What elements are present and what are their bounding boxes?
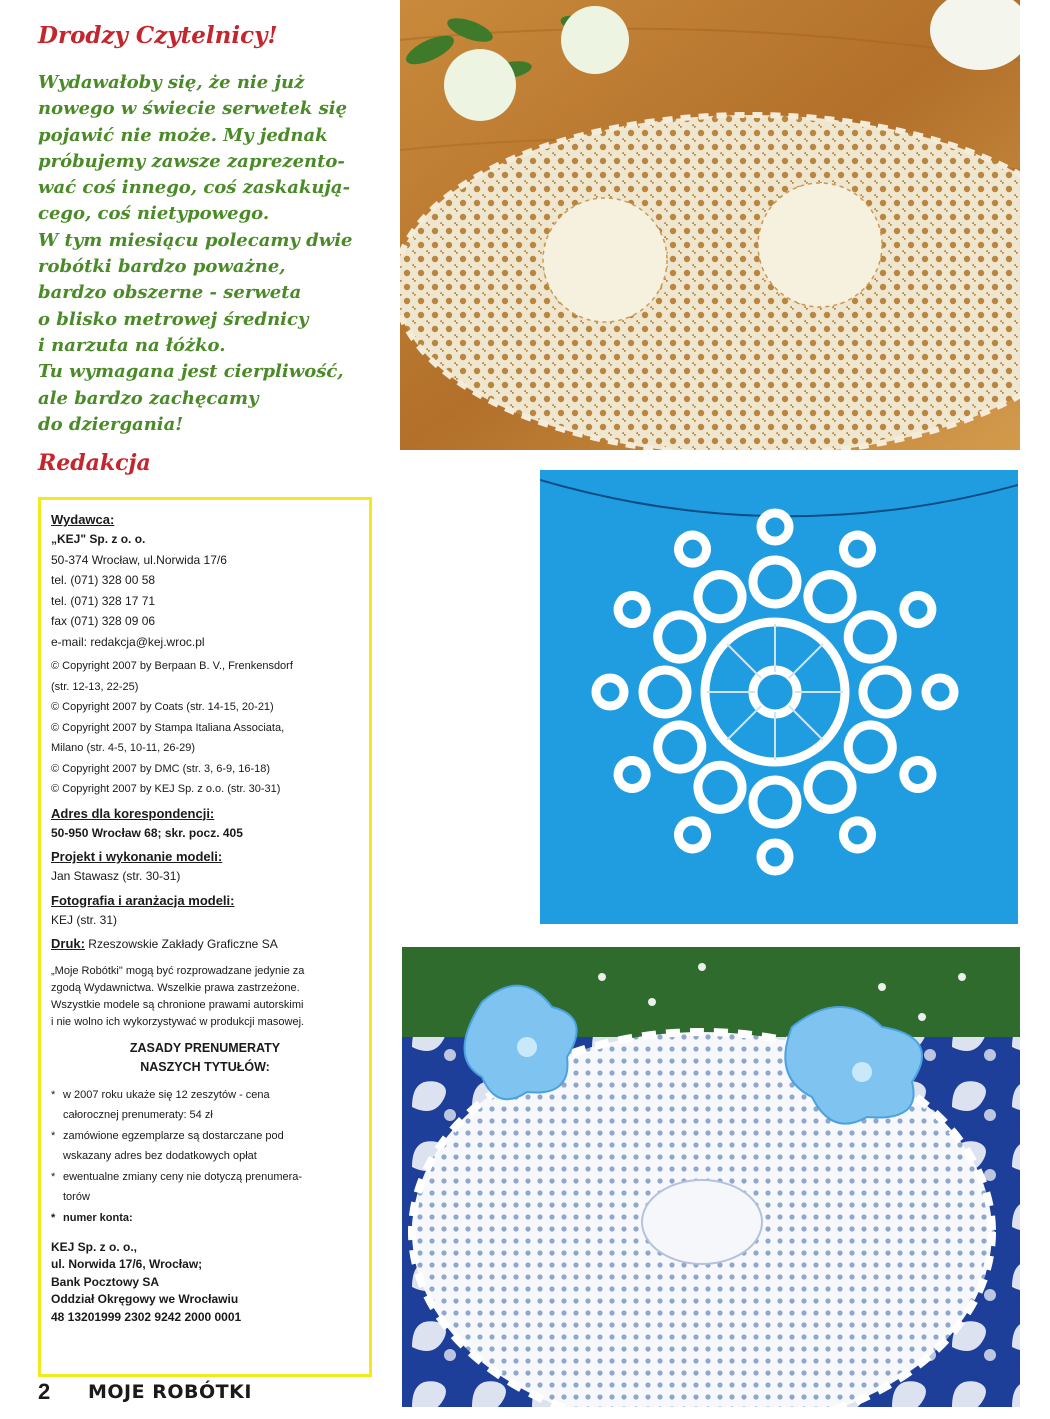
magazine-title: MOJE ROBÓTKI [88,1381,252,1403]
subscription-item: * zamówione egzemplarze są dostarczane pod wskazany adres bez dodatkowych opłat [51,1126,359,1167]
intro-text: Wydawałoby się, że nie już nowego w świecie serwetek się pojawić nie może. My jednak próbujemy zawsze zaprezento- wać coś innego, coś zaskakują- cego, coś nietypowego. W tym miesiącu polecamy dwie robótki bardzo poważne, bardzo obszerne - serweta o blisko metrowej średnicy i narzuta na łóżko. Tu wymagana jest cierpliwość, ale bardzo zachęcamy do dziergania! [38,72,353,435]
greeting-heading: Drodzy Czytelnicy! [38,22,278,49]
project-heading: Projekt i wykonanie modeli: [51,849,223,864]
subscription-heading [51,1039,359,1077]
copyright-line: (str. 12-13, 22-25) [51,680,139,693]
publisher-address: 50-374 Wrocław, ul.Norwida 17/6 [51,552,227,567]
subscription-list [51,1085,359,1229]
copyright-line: © Copyright 2007 by KEJ Sp. z o.o. (str. 30-31) [51,783,281,795]
bank-line: 48 13201999 2302 9242 2000 0001 [51,1309,242,1324]
doily-photo-round-image [402,947,1020,1407]
subscription-heading-2: NASZYCH TYTUŁÓW: [140,1059,270,1074]
publisher-tel-1: tel. (071) 328 00 58 [51,573,156,587]
bank-line: Oddział Okręgowy we Wrocławiu [51,1292,239,1307]
snowflake-photo-image [540,470,1018,924]
publisher-tel-2: tel. (071) 328 17 71 [51,593,156,608]
copyright-line: © Copyright 2007 by Stampa Italiana Associata, [51,721,285,734]
snowflake-photo [540,470,1018,924]
doily-photo-oval [400,0,1020,450]
photo-credit-value: KEJ (str. 31) [51,912,118,927]
print-value: Rzeszowskie Zakłady Graficzne SA [88,937,278,951]
page-number: 2 [38,1379,51,1404]
legal-line: Wszystkie modele są chronione prawami autorskimi [51,998,304,1011]
copyright-line: © Copyright 2007 by Berpaan B. V., Frenkensdorf [51,660,293,672]
copyright-line: © Copyright 2007 by DMC (str. 3, 6-9, 16-18) [51,762,271,775]
publisher-heading: Wydawca: [51,512,115,527]
doily-photo-round [402,947,1020,1407]
editorial-signature: Redakcja [38,450,151,476]
legal-line: i nie wolno ich wykorzystywać w produkcji masowej. [51,1015,305,1028]
imprint-box [38,497,372,1377]
print-heading: Druk: [51,936,85,951]
correspondence-address: 50-950 Wrocław 68; skr. pocz. 405 [51,825,243,840]
copyright-line: Milano (str. 4-5, 10-11, 26-29) [51,742,196,754]
subscription-item: * ewentualne zmiany ceny nie dotyczą prenumera- torów [51,1167,359,1208]
correspondence-heading: Adres dla korespondencji: [51,805,215,821]
subscription-item: * w 2007 roku ukaże się 12 zeszytów - cena całorocznej prenumeraty: 54 zł [51,1085,359,1126]
publisher-name: „KEJ" Sp. z o. o. [51,532,146,546]
copyright-line: © Copyright 2007 by Coats (str. 14-15, 20-21) [51,701,274,713]
bank-line: Bank Pocztowy SA [51,1274,160,1289]
project-value: Jan Stawasz (str. 30-31) [51,869,181,883]
subscription-heading-1: ZASADY PRENUMERATY [129,1040,281,1055]
bank-line: KEJ Sp. z o. o., [51,1239,138,1254]
doily-photo-oval-image [400,0,1020,450]
bank-details [51,1239,359,1327]
publisher-email[interactable]: e-mail: redakcja@kej.wroc.pl [51,634,205,649]
legal-line: zgodą Wydawnictwa. Wszelkie prawa zastrzeżone. [51,981,300,994]
publisher-fax: fax (071) 328 09 06 [51,614,156,628]
bank-line: ul. Norwida 17/6, Wrocław; [51,1257,203,1272]
legal-notice [51,963,359,1031]
copyright-list [51,656,359,800]
photo-credit-heading: Fotografia i aranżacja modeli: [51,892,235,908]
legal-line: „Moje Robótki" mogą być rozprowadzane jedynie za [51,964,305,977]
subscription-item: * numer konta: [51,1208,359,1229]
